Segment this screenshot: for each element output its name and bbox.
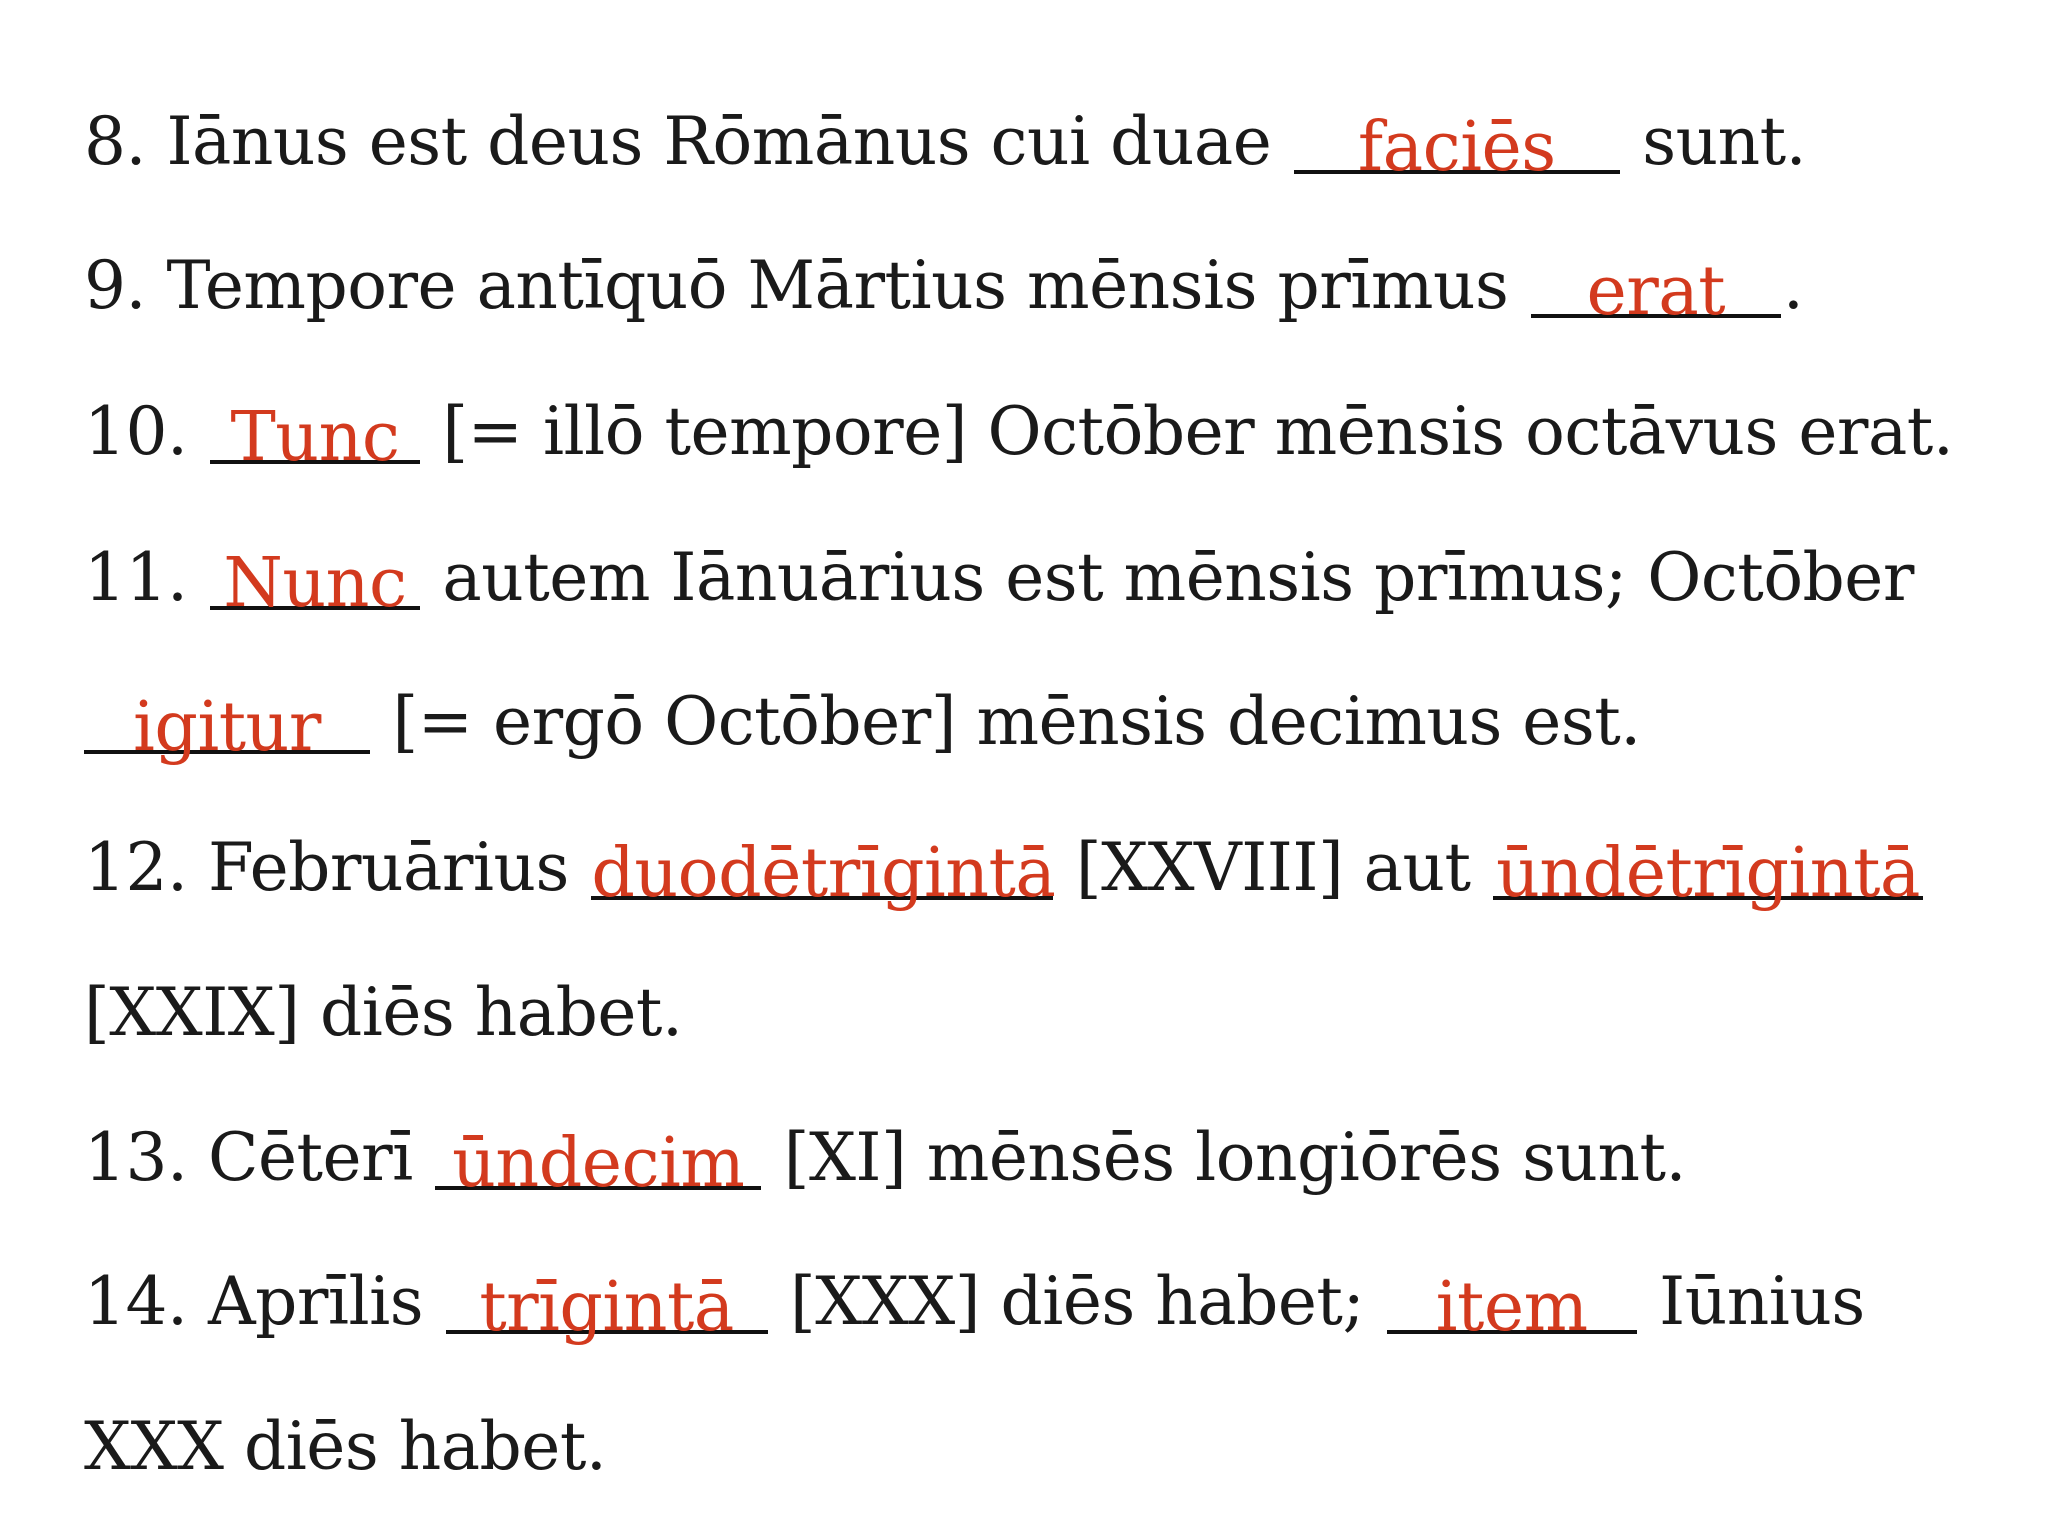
sentence-12: [84, 829, 1925, 913]
answer-12b: ūndētrīgintā: [1496, 834, 1920, 913]
blank-14b[interactable]: [1387, 1268, 1637, 1347]
sentence-8-text-post: sunt.: [1621, 103, 1807, 180]
sentence-13-text-pre: 13. Cēterī: [84, 1119, 434, 1196]
sentence-10-text-post: [= illō tempore] Octōber mēnsis octāvus erat.: [421, 393, 1954, 470]
answer-14a: trīgintā: [479, 1268, 734, 1347]
sentence-11-text-post: autem Iānuārius est mēnsis prīmus; Octōber: [421, 539, 1914, 616]
sentence-8-text-pre: 8. Iānus est deus Rōmānus cui duae: [84, 103, 1292, 180]
sentence-14b-text: XXX diēs habet.: [84, 1408, 607, 1485]
sentence-13: [84, 1119, 1686, 1203]
sentence-11: [84, 539, 1914, 623]
sentence-13-text-post: [XI] mēnsēs longiōrēs sunt.: [763, 1119, 1686, 1196]
sentence-14-text-pre: 14. Aprīlis: [84, 1263, 444, 1340]
blank-12b[interactable]: [1493, 834, 1923, 913]
blank-8[interactable]: [1294, 108, 1620, 187]
sentence-14: [84, 1263, 1865, 1347]
answer-11b: igitur: [133, 688, 321, 767]
sentence-12-text-pre: 12. Februārius: [84, 829, 590, 906]
sentence-9-text-post: .: [1782, 247, 1804, 324]
sentence-8: [84, 103, 1807, 187]
answer-11: Nunc: [223, 544, 407, 623]
blank-11[interactable]: [210, 544, 420, 623]
sentence-12b-text: [XXIX] diēs habet.: [84, 974, 683, 1051]
answer-12a: duodētrīgintā: [591, 834, 1056, 913]
sentence-12-text-mid: [XXVIII] aut: [1055, 829, 1492, 906]
blank-10[interactable]: [210, 398, 420, 477]
blank-11b[interactable]: [84, 688, 370, 767]
sentence-14-continued: [84, 1408, 607, 1485]
blank-12a[interactable]: [591, 834, 1056, 913]
sentence-14-text-post: Iūnius: [1638, 1263, 1865, 1340]
blank-14a[interactable]: [446, 1268, 768, 1347]
answer-14b: item: [1435, 1268, 1588, 1347]
sentence-14-text-mid: [XXX] diēs habet;: [769, 1263, 1385, 1340]
answer-8: faciēs: [1357, 108, 1556, 187]
sentence-11-text-pre: 11.: [84, 539, 208, 616]
answer-10: Tunc: [230, 398, 400, 477]
sentence-10-text-pre: 10.: [84, 393, 208, 470]
blank-13[interactable]: [435, 1124, 761, 1203]
sentence-9-text-pre: 9. Tempore antīquō Mārtius mēnsis prīmus: [84, 247, 1529, 324]
sentence-12-continued: [84, 974, 683, 1051]
blank-9[interactable]: [1531, 252, 1781, 331]
sentence-11-continued: [84, 683, 1641, 767]
answer-13: ūndecim: [452, 1124, 745, 1203]
sentence-9: [84, 247, 1804, 331]
sentence-11b-text-post: [= ergō Octōber] mēnsis decimus est.: [372, 683, 1641, 760]
answer-9: erat: [1586, 252, 1726, 331]
sentence-10: [84, 393, 1954, 477]
